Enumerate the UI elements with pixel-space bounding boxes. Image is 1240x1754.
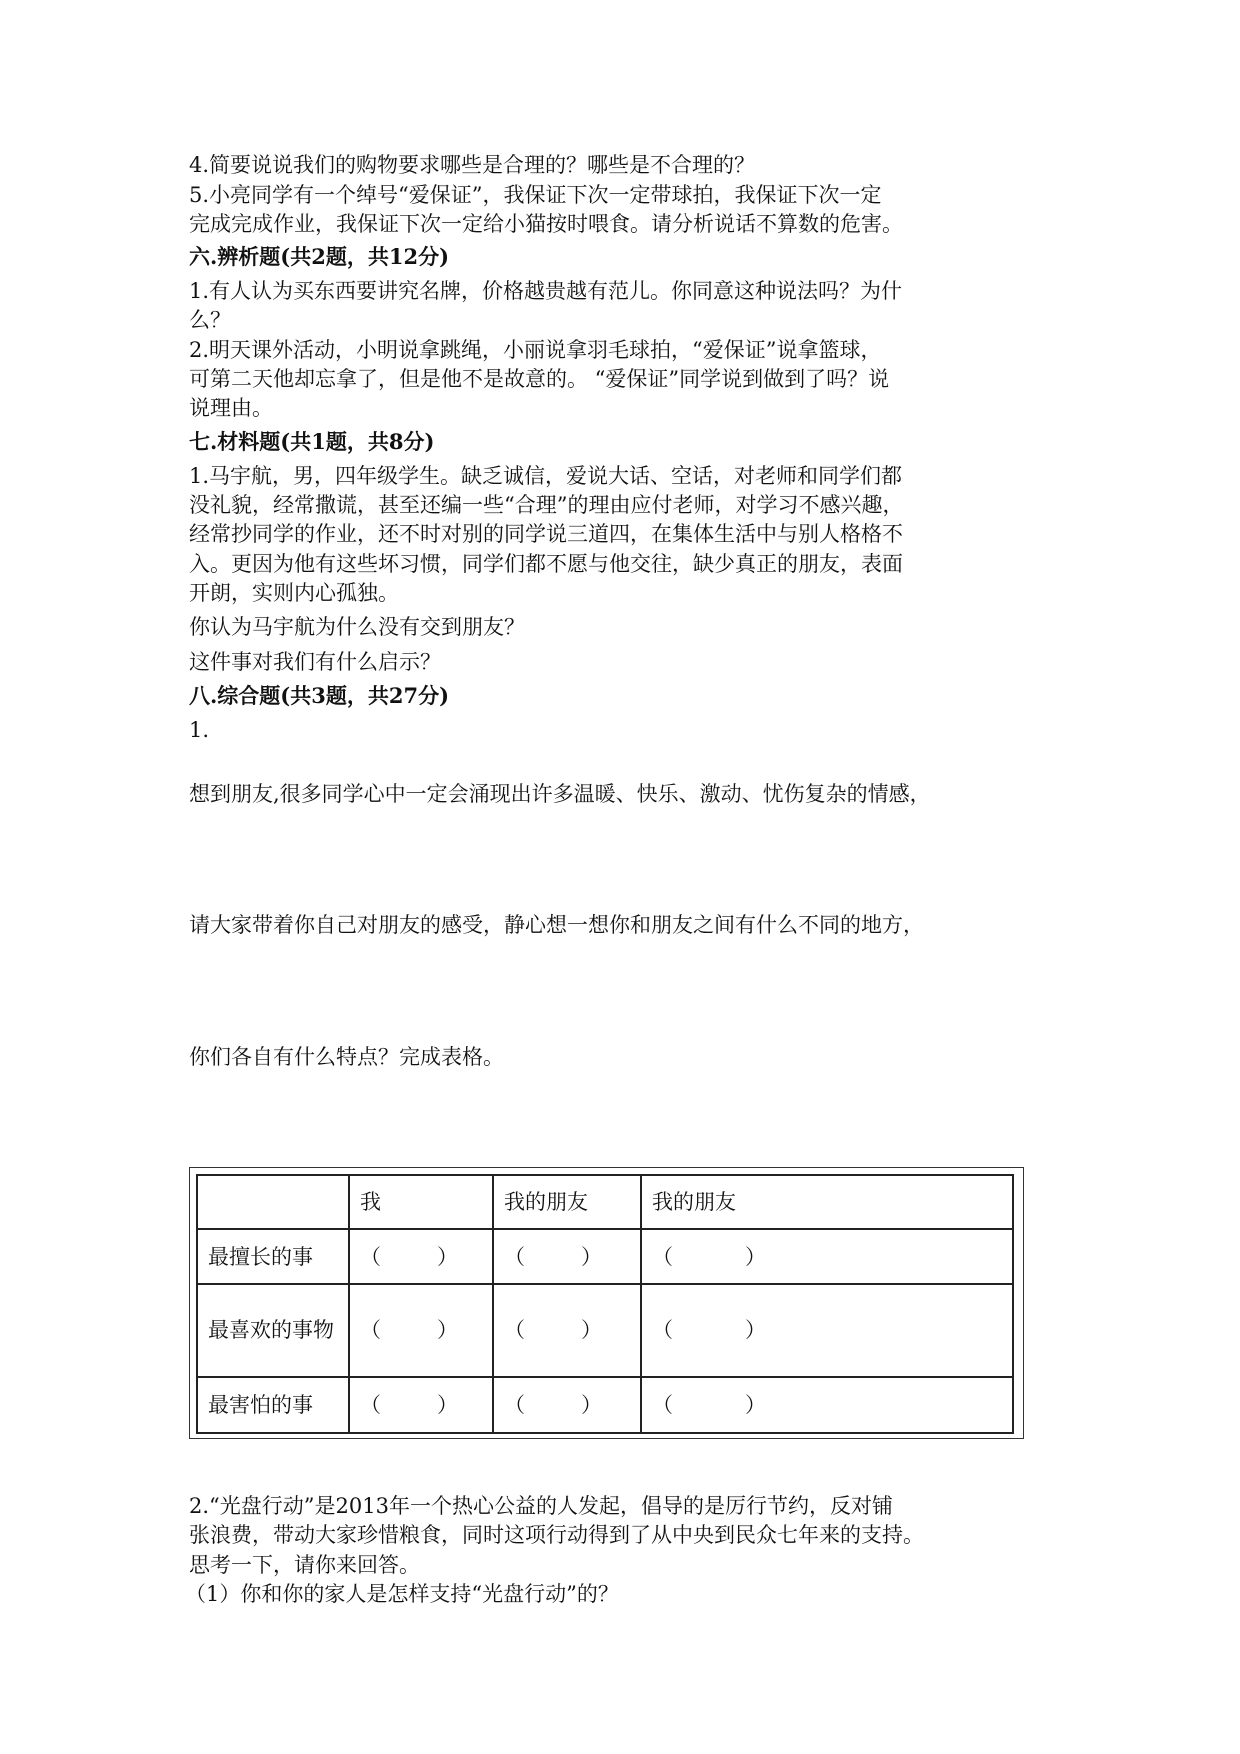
table-row — [197, 1284, 1013, 1377]
section-8-q1-line-2: 请大家带着你自己对朋友的感受，静心想一想你和朋友之间有什么不同的地方， — [189, 913, 924, 937]
section-8-heading: 八.综合题(共3题，共27分) — [189, 683, 450, 708]
row-label-favorite: 最喜欢的事物 — [197, 1284, 349, 1377]
section-8-q1-number: 1. — [189, 718, 210, 742]
section-6-heading: 六.辨析题(共2题，共12分) — [189, 244, 450, 269]
material-question-2: 这件事对我们有什么启示？ — [189, 650, 441, 674]
answer-cell-friend-2[interactable]: （ ） — [641, 1377, 1013, 1433]
friends-comparison-table — [196, 1174, 1014, 1434]
answer-cell-friend-1[interactable]: （ ） — [493, 1377, 641, 1433]
section-6-q1-line-2: 么？ — [189, 308, 231, 332]
row-label-afraid-of: 最害怕的事 — [197, 1377, 349, 1433]
material-line-3: 经常抄同学的作业，还不时对别的同学说三道四，在集体生活中与别人格格不 — [189, 522, 903, 546]
header-cell-friend-1: 我的朋友 — [493, 1175, 641, 1229]
table-row — [197, 1377, 1013, 1433]
answer-cell-friend-1[interactable]: （ ） — [493, 1284, 641, 1377]
question-5-line-2: 完成完成作业，我保证下次一定给小猫按时喂食。请分析说话不算数的危害。 — [189, 212, 903, 236]
answer-cell-me[interactable]: （ ） — [349, 1229, 493, 1283]
table-header-row — [197, 1175, 1013, 1229]
section-6-q2-line-3: 说理由。 — [189, 396, 273, 420]
section-6-q2-line-1: 2.明天课外活动，小明说拿跳绳，小丽说拿羽毛球拍，“爱保证”说拿篮球， — [189, 338, 882, 362]
table-row — [197, 1229, 1013, 1283]
answer-cell-me[interactable]: （ ） — [349, 1284, 493, 1377]
row-label-best-at: 最擅长的事 — [197, 1229, 349, 1283]
answer-cell-friend-2[interactable]: （ ） — [641, 1284, 1013, 1377]
header-cell-empty — [197, 1175, 349, 1229]
answer-cell-friend-2[interactable]: （ ） — [641, 1229, 1013, 1283]
header-cell-friend-2: 我的朋友 — [641, 1175, 1013, 1229]
section-8-q1-line-3: 你们各自有什么特点？完成表格。 — [189, 1045, 504, 1069]
header-cell-me: 我 — [349, 1175, 493, 1229]
material-line-5: 开朗，实则内心孤独。 — [189, 581, 399, 605]
section-8-q2-line-3: 思考一下，请你来回答。 — [189, 1553, 420, 1577]
section-6-q1-line-1: 1.有人认为买东西要讲究名牌，价格越贵越有范儿。你同意这种说法吗？为什 — [189, 279, 903, 303]
material-line-2: 没礼貌，经常撒谎，甚至还编一些“合理”的理由应付老师，对学习不感兴趣， — [189, 493, 904, 517]
section-8-q1-line-1: 想到朋友,很多同学心中一定会涌现出许多温暖、快乐、激动、忧伤复杂的情感， — [189, 782, 931, 806]
section-7-heading: 七.材料题(共1题，共8分) — [189, 429, 435, 454]
section-6-q2-line-2: 可第二天他却忘拿了，但是他不是故意的。 “爱保证”同学说到做到了吗？说 — [189, 367, 890, 391]
material-line-1: 1.马宇航，男，四年级学生。缺乏诚信，爱说大话、空话，对老师和同学们都 — [189, 464, 903, 488]
question-5-line-1: 5.小亮同学有一个绰号“爱保证”，我保证下次一定带球拍，我保证下次一定 — [189, 183, 882, 207]
question-4: 4.简要说说我们的购物要求哪些是合理的？哪些是不合理的？ — [189, 153, 756, 177]
answer-cell-me[interactable]: （ ） — [349, 1377, 493, 1433]
section-8-q2-line-1: 2.“光盘行动”是2013年一个热心公益的人发起，倡导的是厉行节约，反对铺 — [189, 1494, 893, 1518]
section-8-q2-sub-1: （1）你和你的家人是怎样支持“光盘行动”的？ — [185, 1582, 619, 1606]
material-question-1: 你认为马宇航为什么没有交到朋友？ — [189, 615, 525, 639]
material-line-4: 入。更因为他有这些坏习惯，同学们都不愿与他交往，缺少真正的朋友，表面 — [189, 552, 903, 576]
section-8-q2-line-2: 张浪费，带动大家珍惜粮食，同时这项行动得到了从中央到民众七年来的支持。 — [189, 1523, 924, 1547]
answer-cell-friend-1[interactable]: （ ） — [493, 1229, 641, 1283]
